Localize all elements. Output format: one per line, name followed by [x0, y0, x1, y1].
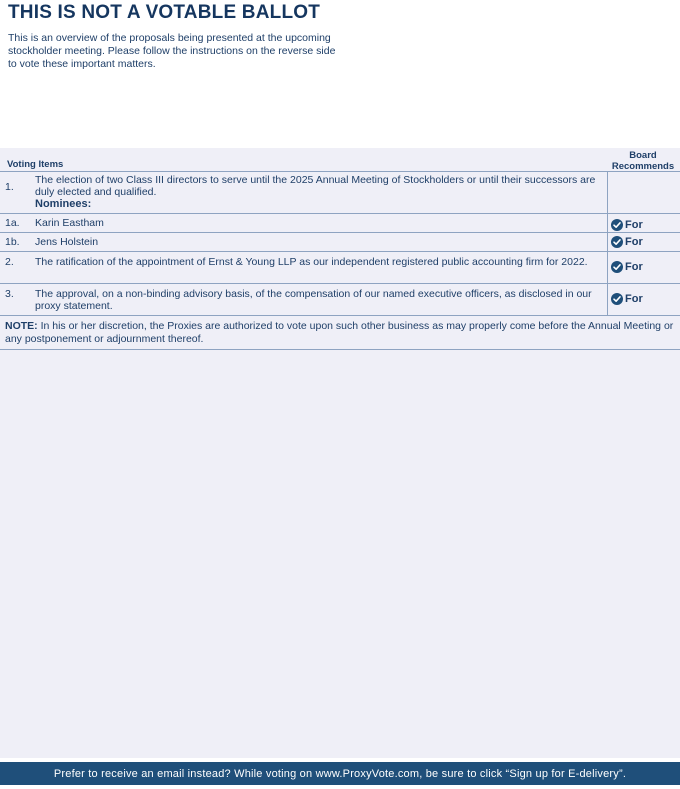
recommendation-cell	[607, 233, 680, 251]
recommendation	[611, 219, 643, 231]
nominees-label: Nominees:	[35, 198, 92, 210]
table-row	[0, 233, 680, 252]
item-text: Karin Eastham	[35, 217, 104, 229]
recommendation-cell	[607, 284, 680, 315]
table-row	[0, 284, 680, 316]
item-number: 1b.	[5, 236, 20, 248]
item-description: The election of two Class III directors to serve until the 2025 Annual Meeting of Stockholders or until their successors are duly elected and qualified.	[35, 174, 596, 198]
check-circle-icon	[611, 236, 623, 248]
recommendation-label: For	[625, 219, 643, 231]
item-number: 1a.	[5, 217, 20, 229]
check-circle-icon	[611, 261, 623, 273]
item-number: 2.	[5, 256, 14, 268]
recommendation-cell	[607, 252, 680, 283]
recommendation-cell	[607, 214, 680, 232]
voting-items-header: Voting Items	[7, 159, 64, 170]
board-recommends-header: Board Recommends	[611, 150, 675, 172]
recommendation-label: For	[625, 293, 643, 305]
voting-table	[0, 171, 680, 316]
recommendation	[611, 261, 643, 273]
intro-text: This is an overview of the proposals being presented at the upcoming stockholder meeting. Please follow the instructions on the reverse side to vote these important matters.	[8, 32, 336, 70]
page-title: THIS IS NOT A VOTABLE BALLOT	[8, 2, 321, 23]
recommendation	[611, 293, 643, 305]
check-circle-icon	[611, 219, 623, 231]
footer-banner: Prefer to receive an email instead? While voting on www.ProxyVote.com, be sure to click “Sign up for E-delivery”.	[0, 762, 680, 785]
item-text: The approval, on a non-binding advisory basis, of the compensation of our named executive officers, as disclosed in our proxy statement.	[35, 288, 592, 312]
item-number: 1.	[5, 181, 14, 193]
note-text	[5, 320, 677, 346]
note-body: In his or her discretion, the Proxies are authorized to vote upon such other business as may properly come before the Annual Meeting or any postponement or adjournment thereof.	[5, 320, 674, 345]
item-text: Jens Holstein	[35, 236, 99, 248]
table-row	[0, 252, 680, 284]
recommendation	[611, 236, 643, 248]
item-text: The ratification of the appointment of Ernst & Young LLP as our independent registered public accounting firm for 2022.	[35, 256, 588, 268]
divider	[0, 349, 680, 350]
table-row	[0, 214, 680, 233]
check-circle-icon	[611, 293, 623, 305]
note-label: NOTE:	[5, 320, 38, 332]
item-number: 3.	[5, 288, 14, 300]
recommendation-cell	[607, 172, 680, 213]
item-text	[35, 174, 603, 210]
table-row	[0, 172, 680, 214]
recommendation-label: For	[625, 261, 643, 273]
recommendation-label: For	[625, 236, 643, 248]
